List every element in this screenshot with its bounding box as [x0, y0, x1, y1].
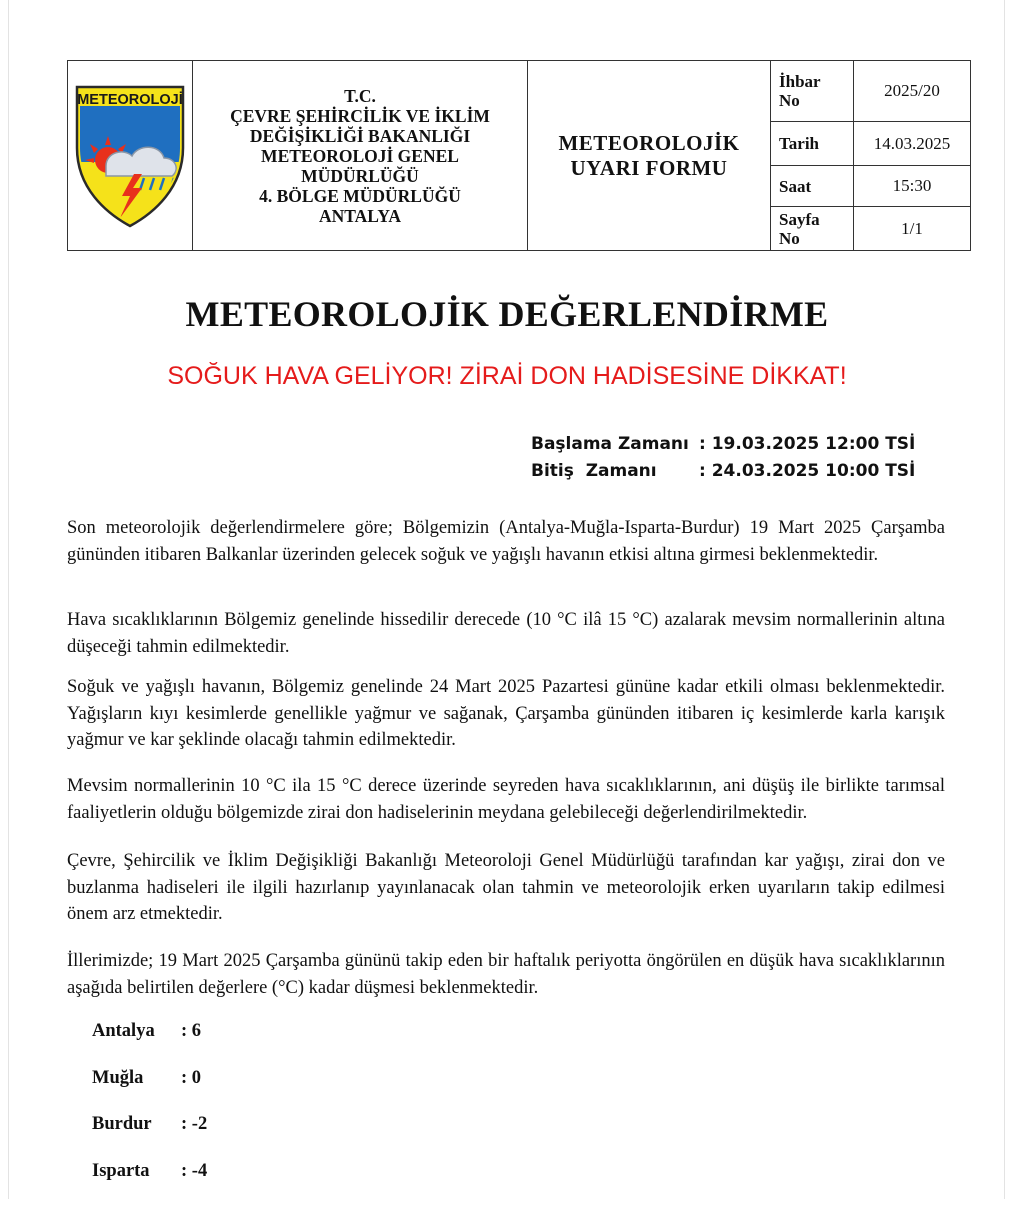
form-title-cell: [528, 61, 771, 251]
city-name: Burdur: [92, 1114, 181, 1135]
warning-headline: SOĞUK HAVA GELİYOR! ZİRAİ DON HADİSESİNE DİKKAT!: [0, 362, 1014, 391]
ministry-line: T.C.: [193, 86, 527, 106]
document-page: [8, 0, 1005, 1199]
saat-value: 15:30: [854, 166, 971, 207]
form-title-line: UYARI FORMU: [528, 156, 770, 181]
tarih-label: Tarih: [771, 122, 854, 166]
no-label-line: No: [779, 229, 853, 248]
end-time-label: Bitiş Zamanı: [531, 461, 699, 481]
city-row: [92, 1161, 207, 1207]
sayfa-label-line: Sayfa: [779, 210, 853, 229]
tarih-value: 14.03.2025: [854, 122, 971, 166]
paragraph-2: Hava sıcaklıklarının Bölgemiz genelinde hissedilir derecede (10 °C ilâ 15 °C) azalarak mevsim normallerinin altına düşeceği tahmin edilmektedir.: [67, 607, 945, 660]
sayfa-no-label: [771, 207, 854, 251]
ihbar-no-label: [771, 61, 854, 122]
page-title: METEOROLOJİK DEĞERLENDİRME: [0, 293, 1014, 335]
start-time-label: Başlama Zamanı: [531, 434, 699, 454]
ministry-line: DEĞİŞİKLİĞİ BAKANLIĞI: [193, 126, 527, 146]
paragraph-4: Mevsim normallerinin 10 °C ila 15 °C derece üzerinde seyreden hava sıcaklıklarının, ani düşüş ile birlikte tarımsal faaliyetlerin olduğu bölgemizde zirai don hadiselerinin meydana gelebileceği değerlendirilmektedir.: [67, 773, 945, 826]
city-temperature-list: [92, 1021, 207, 1207]
city-value: : -4: [181, 1161, 207, 1181]
paragraph-1: Son meteorolojik değerlendirmelere göre; Bölgemizin (Antalya-Muğla-Isparta-Burdur) 19 Mart 2025 Çarşamba gününden itibaren Balkanlar üzerinden gelecek soğuk ve yağışlı havanın etkisi altına girmesi beklenmektedir.: [67, 515, 945, 568]
logo-text: METEOROLOJİ: [77, 91, 183, 108]
city-row: [92, 1114, 207, 1161]
saat-label: Saat: [771, 166, 854, 207]
paragraph-5: Çevre, Şehircilik ve İklim Değişikliği Bakanlığı Meteoroloji Genel Müdürlüğü tarafından kar yağışı, zirai don ve buzlanma hadiseleri ile ilgili hazırlanıp yayınlanacak olan tahmin ve meteorolojik erken uyarıların takip edilmesi önem arz etmektedir.: [67, 848, 945, 928]
paragraph-6: İllerimizde; 19 Mart 2025 Çarşamba gününü takip eden bir haftalık periyotta öngörülen en düşük hava sıcaklıklarının aşağıda belirtilen değerlere (°C) kadar düşmesi beklenmektedir.: [67, 948, 945, 1001]
ministry-line: ÇEVRE ŞEHİRCİLİK VE İKLİM: [193, 106, 527, 126]
no-label-line: No: [779, 91, 853, 110]
header-table: [67, 60, 971, 251]
form-title-line: METEOROLOJİK: [528, 131, 770, 156]
end-time-value: : 24.03.2025 10:00 TSİ: [699, 461, 915, 481]
city-value: : 0: [181, 1068, 201, 1088]
paragraph-3: Soğuk ve yağışlı havanın, Bölgemiz genelinde 24 Mart 2025 Pazartesi gününe kadar etkili olması beklenmektedir. Yağışların kıyı kesimlerde genellikle yağmur ve sağanak, Çarşamba gününden itibaren iç kesimlerde karla karışık yağmur ve kar şeklinde olacağı tahmin edilmektedir.: [67, 674, 945, 754]
ministry-line: MÜDÜRLÜĞÜ: [193, 166, 527, 186]
ministry-cell: [193, 61, 528, 251]
ministry-line: ANTALYA: [193, 206, 527, 226]
city-value: : 6: [181, 1021, 201, 1041]
ihbar-label-line: İhbar: [779, 72, 853, 91]
start-time-row: [531, 434, 915, 461]
city-row: [92, 1068, 207, 1115]
city-name: Antalya: [92, 1021, 181, 1042]
ministry-line: 4. BÖLGE MÜDÜRLÜĞÜ: [193, 186, 527, 206]
validity-times: [531, 434, 915, 488]
meteoroloji-logo-icon: [72, 78, 188, 228]
sayfa-no-value: 1/1: [854, 207, 971, 251]
logo-cell: [68, 61, 193, 251]
start-time-value: : 19.03.2025 12:00 TSİ: [699, 434, 915, 454]
city-name: Isparta: [92, 1161, 181, 1182]
city-name: Muğla: [92, 1068, 181, 1089]
ministry-line: METEOROLOJİ GENEL: [193, 146, 527, 166]
city-value: : -2: [181, 1114, 207, 1134]
city-row: [92, 1021, 207, 1068]
ihbar-no-value: 2025/20: [854, 61, 971, 122]
end-time-row: [531, 461, 915, 488]
